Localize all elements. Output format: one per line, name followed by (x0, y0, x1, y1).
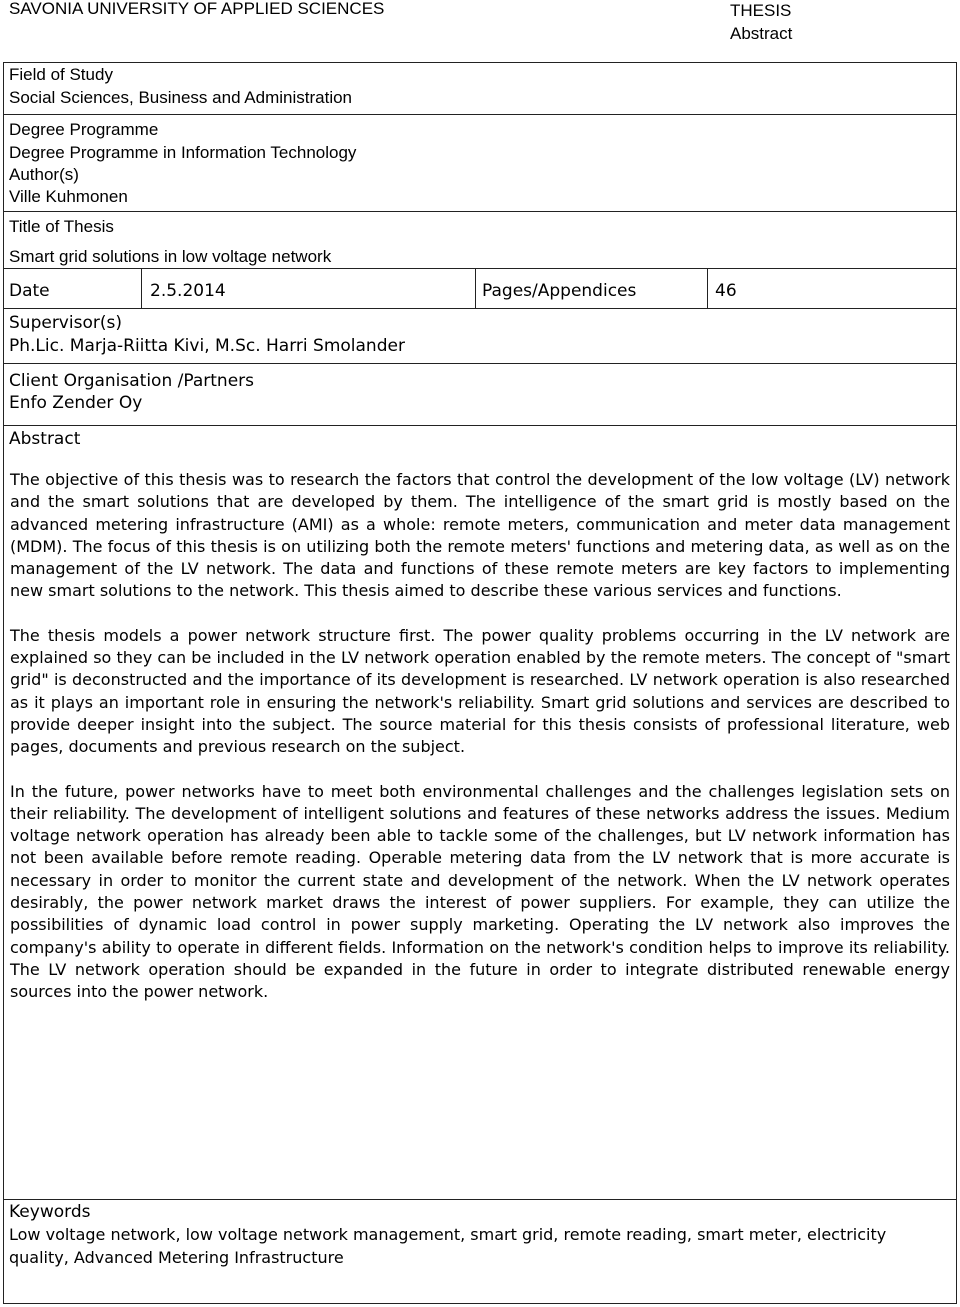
authors-label: Author(s) (9, 165, 79, 184)
pages-value-divider (707, 269, 708, 309)
document-type (730, 0, 792, 45)
document-type-title: THESIS (730, 1, 792, 20)
date-col-divider (141, 269, 142, 309)
keywords-value: Low voltage network, low voltage network management, smart grid, remote reading, smart meter, electricity quality, Advanced Metering Infrastructure (9, 1225, 887, 1267)
keywords-divider (4, 1199, 956, 1200)
date-pages-row (4, 269, 956, 309)
supervisors-row (4, 309, 956, 364)
university-name: SAVONIA UNIVERSITY OF APPLIED SCIENCES (9, 0, 385, 18)
abstract-paragraph: The objective of this thesis was to research the factors that control the development of the low voltage (LV) network and the smart solutions that are developed by them. The intelligence of the smart grid is mostly based on the advanced metering infrastructure (AMI) as a whole: remote meters, communication and meter data management (MDM). The focus of this thesis is on utilizing both the remote meters' functions and metering data, as well as on the management of the LV network. The data and functions of these remote meters are key factors to implementing new smart solutions to the network. This thesis aimed to describe these various services and functions. (10, 470, 950, 601)
pages-label: Pages/Appendices (482, 281, 637, 301)
pages-value: 46 (715, 281, 737, 301)
abstract-body (10, 469, 950, 1026)
abstract-paragraph: The thesis models a power network structure first. The power quality problems occurring in the LV network are explained so they can be included in the LV network operation enabled by the remote meters. The concept of "smart grid" is deconstructed and the importance of its development is researched. LV network operation is also researched as it plays an important role in ensuring the network's reliability. Smart grid solutions and services are described to provide deeper insight into the subject. The source material for this thesis consists of professional literature, web pages, documents and previous research on the subject. (10, 625, 950, 757)
title-label: Title of Thesis (9, 217, 114, 236)
date-value: 2.5.2014 (150, 281, 226, 301)
field-of-study-value: Social Sciences, Business and Administration (9, 88, 353, 107)
document-type-subtitle: Abstract (730, 24, 793, 43)
client-row (4, 364, 956, 426)
thesis-abstract-form (3, 62, 957, 1304)
client-label: Client Organisation /Partners (9, 371, 255, 391)
title-value: Smart grid solutions in low voltage network (9, 247, 332, 266)
title-row (4, 212, 956, 269)
field-of-study-row (4, 63, 956, 115)
page-header (0, 0, 960, 62)
client-value: Enfo Zender Oy (9, 393, 143, 413)
degree-programme-label: Degree Programme (9, 120, 159, 139)
abstract-paragraph: In the future, power networks have to meet both environmental challenges and the challenges legislation sets on their reliability. The development of intelligent solutions and features of these networks address the issues. Medium voltage network operation has already been able to tackle some of the challenges, but LV network information has not been available before remote reading. Operable metering data from the LV network that is more accurate is necessary in order to monitor the current state and development of the network. When the LV network operates desirably, the power network market draws the interest of power suppliers. For example, they can utilize the possibilities of dynamic load control in power supply marketing. Operating the LV network also improves the company's ability to operate in different fields. Information on the network's condition helps to improve its reliability. The LV network operation should be expanded in the future in order to integrate distributed renewable energy sources into the power network. (10, 781, 950, 1002)
date-label: Date (9, 281, 50, 301)
authors-value: Ville Kuhmonen (9, 187, 128, 206)
date-pages-divider (475, 269, 476, 309)
supervisors-label: Supervisor(s) (9, 313, 122, 333)
keywords-label: Keywords (9, 1202, 91, 1222)
field-of-study-label: Field of Study (9, 65, 113, 84)
supervisors-value: Ph.Lic. Marja-Riitta Kivi, M.Sc. Harri Smolander (9, 336, 405, 356)
degree-programme-value: Degree Programme in Information Technology (9, 143, 357, 162)
degree-programme-row (4, 115, 956, 212)
abstract-label: Abstract (9, 429, 81, 449)
